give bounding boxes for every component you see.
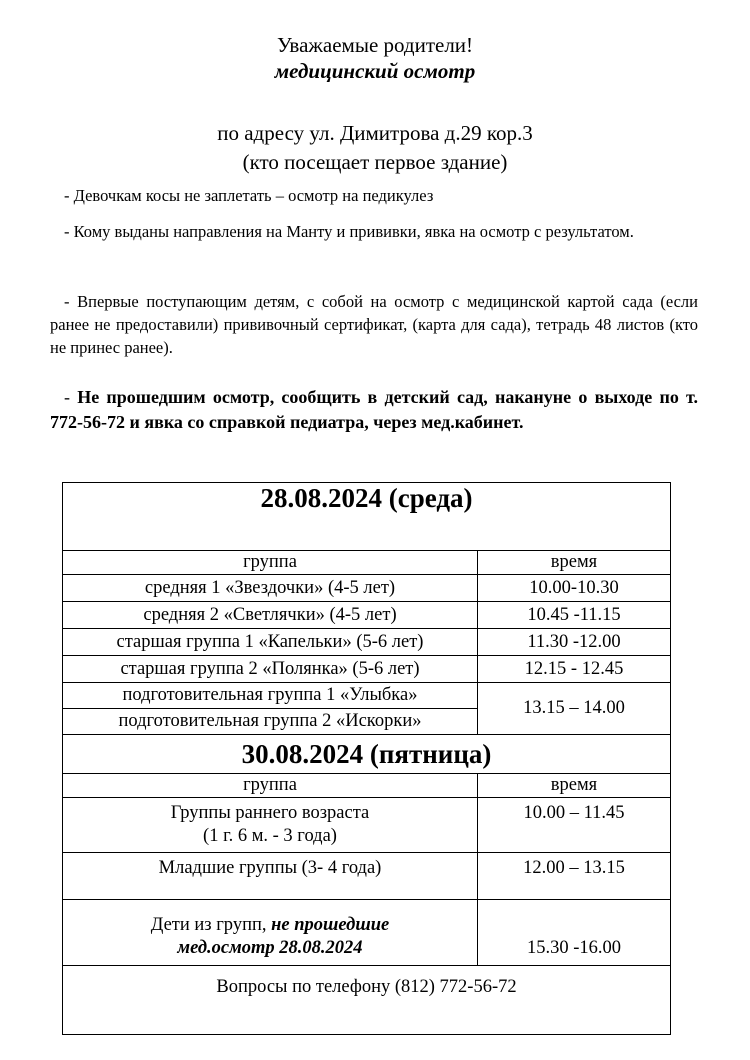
group-plain: Дети из групп, [150,915,272,935]
table-row [63,853,671,900]
schedule-table [62,482,671,1035]
greeting: Уважаемые родители! [276,33,474,57]
group-age: (1 г. 6 м. - 3 года) [203,826,337,846]
day2-header-row [63,774,671,798]
group-emph: не прошедшие [271,915,390,935]
group-cell: Младшие группы (3- 4 года) [63,853,478,900]
day2-col-group: группа [63,774,478,798]
time-cell: 10.45 -11.15 [478,602,671,629]
address-block [0,119,750,177]
address-line: по адресу ул. Димитрова д.29 кор.3 [217,121,533,145]
note-mantoux: - Кому выданы направления на Манту и прививки, явка на осмотр с результатом. [64,222,634,241]
group-cell: средняя 1 «Звездочки» (4-5 лет) [63,575,478,602]
group-cell [63,900,478,966]
group-cell: подготовительная группа 2 «Искорки» [63,709,478,735]
table-row [63,683,671,709]
day2-col-time: время [478,774,671,798]
time-cell: 11.30 -12.00 [478,629,671,656]
time-cell: 10.00-10.30 [478,575,671,602]
time-cell: 12.15 - 12.45 [478,656,671,683]
table-row [63,656,671,683]
group-line [63,914,477,937]
subject: медицинский осмотр [274,59,476,83]
table-row [63,575,671,602]
group-cell: старшая группа 1 «Капельки» (5-6 лет) [63,629,478,656]
day1-header-row [63,551,671,575]
note-newcomers: - Впервые поступающим детям, с собой на осмотр с медицинской картой сада (если ранее не предоставили) прививочный сертификат, (карта для сада), тетрадь 48 листов (кто не принес ранее). [50,292,698,357]
title-block [0,32,750,84]
table-row [63,629,671,656]
note-missed [50,385,698,435]
group-line: Группы раннего возраста [170,803,370,823]
group-emph-line: мед.осмотр 28.08.2024 [177,938,363,958]
group-cell: подготовительная группа 1 «Улыбка» [63,683,478,709]
note-missed-dash: - [64,387,70,407]
time-cell: 10.00 – 11.45 [478,798,671,853]
phone-footer: Вопросы по телефону (812) 772-56-72 [63,966,671,1035]
table-row [63,900,671,966]
day2-date-row [63,735,671,774]
time-cell: 13.15 – 14.00 [478,683,671,735]
group-cell [63,798,478,853]
group-cell: старшая группа 2 «Полянка» (5-6 лет) [63,656,478,683]
time-cell: 12.00 – 13.15 [478,853,671,900]
time-cell: 15.30 -16.00 [478,900,671,966]
table-row [63,602,671,629]
note-missed-text: Не прошедшим осмотр, сообщить в детский сад, накануне о выходе по т. 772-56-72 и явка со справкой педиатра, через мед.кабинет. [50,387,699,432]
note-hair: - Девочкам косы не заплетать – осмотр на педикулез [64,186,434,205]
day1-col-time: время [478,551,671,575]
day1-date-row [63,483,671,551]
group-cell: средняя 2 «Светлячки» (4-5 лет) [63,602,478,629]
day2-date: 30.08.2024 (пятница) [63,735,671,774]
address-note: (кто посещает первое здание) [242,150,508,174]
day1-date: 28.08.2024 (среда) [63,483,671,551]
footer-row [63,966,671,1035]
table-row [63,798,671,853]
day1-col-group: группа [63,551,478,575]
